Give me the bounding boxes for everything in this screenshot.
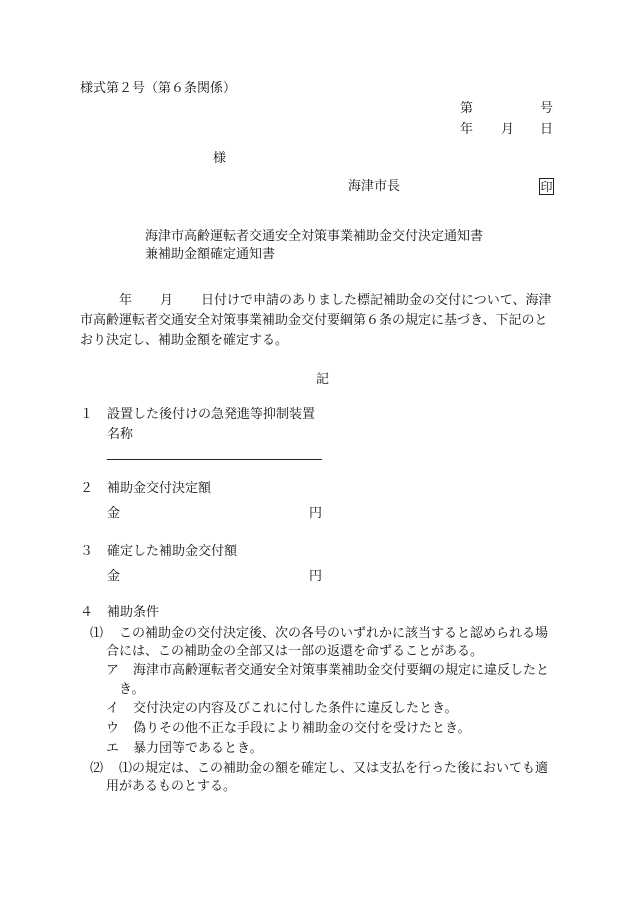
item-3-label: 確定した補助金交付額: [107, 544, 238, 559]
sub-a-line-2: き。: [119, 682, 145, 697]
intro-year-label: 年: [119, 293, 133, 308]
condition-1-line-2: 合には、この補助金の全部又は一部の返還を命ずることがある。: [106, 644, 484, 659]
item-3-amount-prefix: 金: [107, 569, 121, 584]
sub-i-mark: イ: [106, 701, 120, 716]
intro-line-1: 日付けで申請のありました標記補助金の交付について、海津: [201, 293, 552, 308]
sub-e-line-1: 暴力団等であるとき。: [133, 741, 263, 756]
sub-u-mark: ウ: [106, 721, 120, 736]
item-4-label: 補助条件: [107, 605, 160, 620]
intro-line-2: 市高齢運転者交通安全対策事業補助金交付要綱第６条の規定に基づき、下記のと: [80, 313, 548, 328]
doc-number-suffix: 号: [540, 101, 554, 116]
intro-line-3: おり決定し、補助金額を確定する。: [80, 333, 289, 348]
condition-2-line-2: 用があるものとする。: [106, 779, 237, 794]
condition-1-line-1: この補助金の交付決定後、次の各号のいずれかに該当すると認められる場: [119, 626, 549, 641]
form-label: 様式第２号（第６条関係）: [80, 81, 237, 96]
doc-number-prefix: 第: [460, 101, 474, 116]
date-day-label: 日: [540, 122, 554, 137]
item-2-number: ２: [80, 481, 94, 496]
date-year-label: 年: [460, 122, 474, 137]
device-name-underline: [107, 459, 322, 460]
item-2-label: 補助金交付決定額: [107, 481, 212, 496]
sub-e-mark: エ: [106, 741, 120, 756]
ki-heading: 記: [316, 372, 330, 387]
sub-a-mark: ア: [106, 663, 120, 678]
item-2-amount-prefix: 金: [107, 506, 121, 521]
condition-2-number: ⑵: [90, 761, 104, 776]
date-month-label: 月: [501, 122, 515, 137]
seal-box: 印: [540, 180, 553, 194]
intro-month-label: 月: [160, 293, 174, 308]
item-1-label: 設置した後付けの急発進等抑制装置: [107, 407, 316, 422]
item-3-number: ３: [80, 544, 94, 559]
item-3-amount-suffix: 円: [309, 569, 323, 584]
condition-2-line-1: ⑴の規定は、この補助金の額を確定し、又は支払を行った後においても適: [119, 761, 549, 776]
condition-1-number: ⑴: [90, 626, 104, 641]
sub-a-line-1: 海津市高齢運転者交通安全対策事業補助金交付要綱の規定に違反したと: [133, 663, 550, 678]
item-2-amount-suffix: 円: [309, 506, 323, 521]
title-line-2: 兼補助金額確定通知書: [145, 247, 276, 262]
item-1-name-label: 名称: [107, 427, 134, 442]
item-4-number: ４: [80, 605, 94, 620]
sub-i-line-1: 交付決定の内容及びこれに付した条件に違反したとき。: [133, 701, 458, 716]
item-1-number: １: [80, 407, 94, 422]
addressee-suffix: 様: [213, 151, 227, 166]
title-line-1: 海津市高齢運転者交通安全対策事業補助金交付決定通知書: [145, 229, 484, 244]
sub-u-line-1: 偽りその他不正な手段により補助金の交付を受けたとき。: [133, 721, 471, 736]
issuer-name: 海津市長: [348, 179, 401, 194]
